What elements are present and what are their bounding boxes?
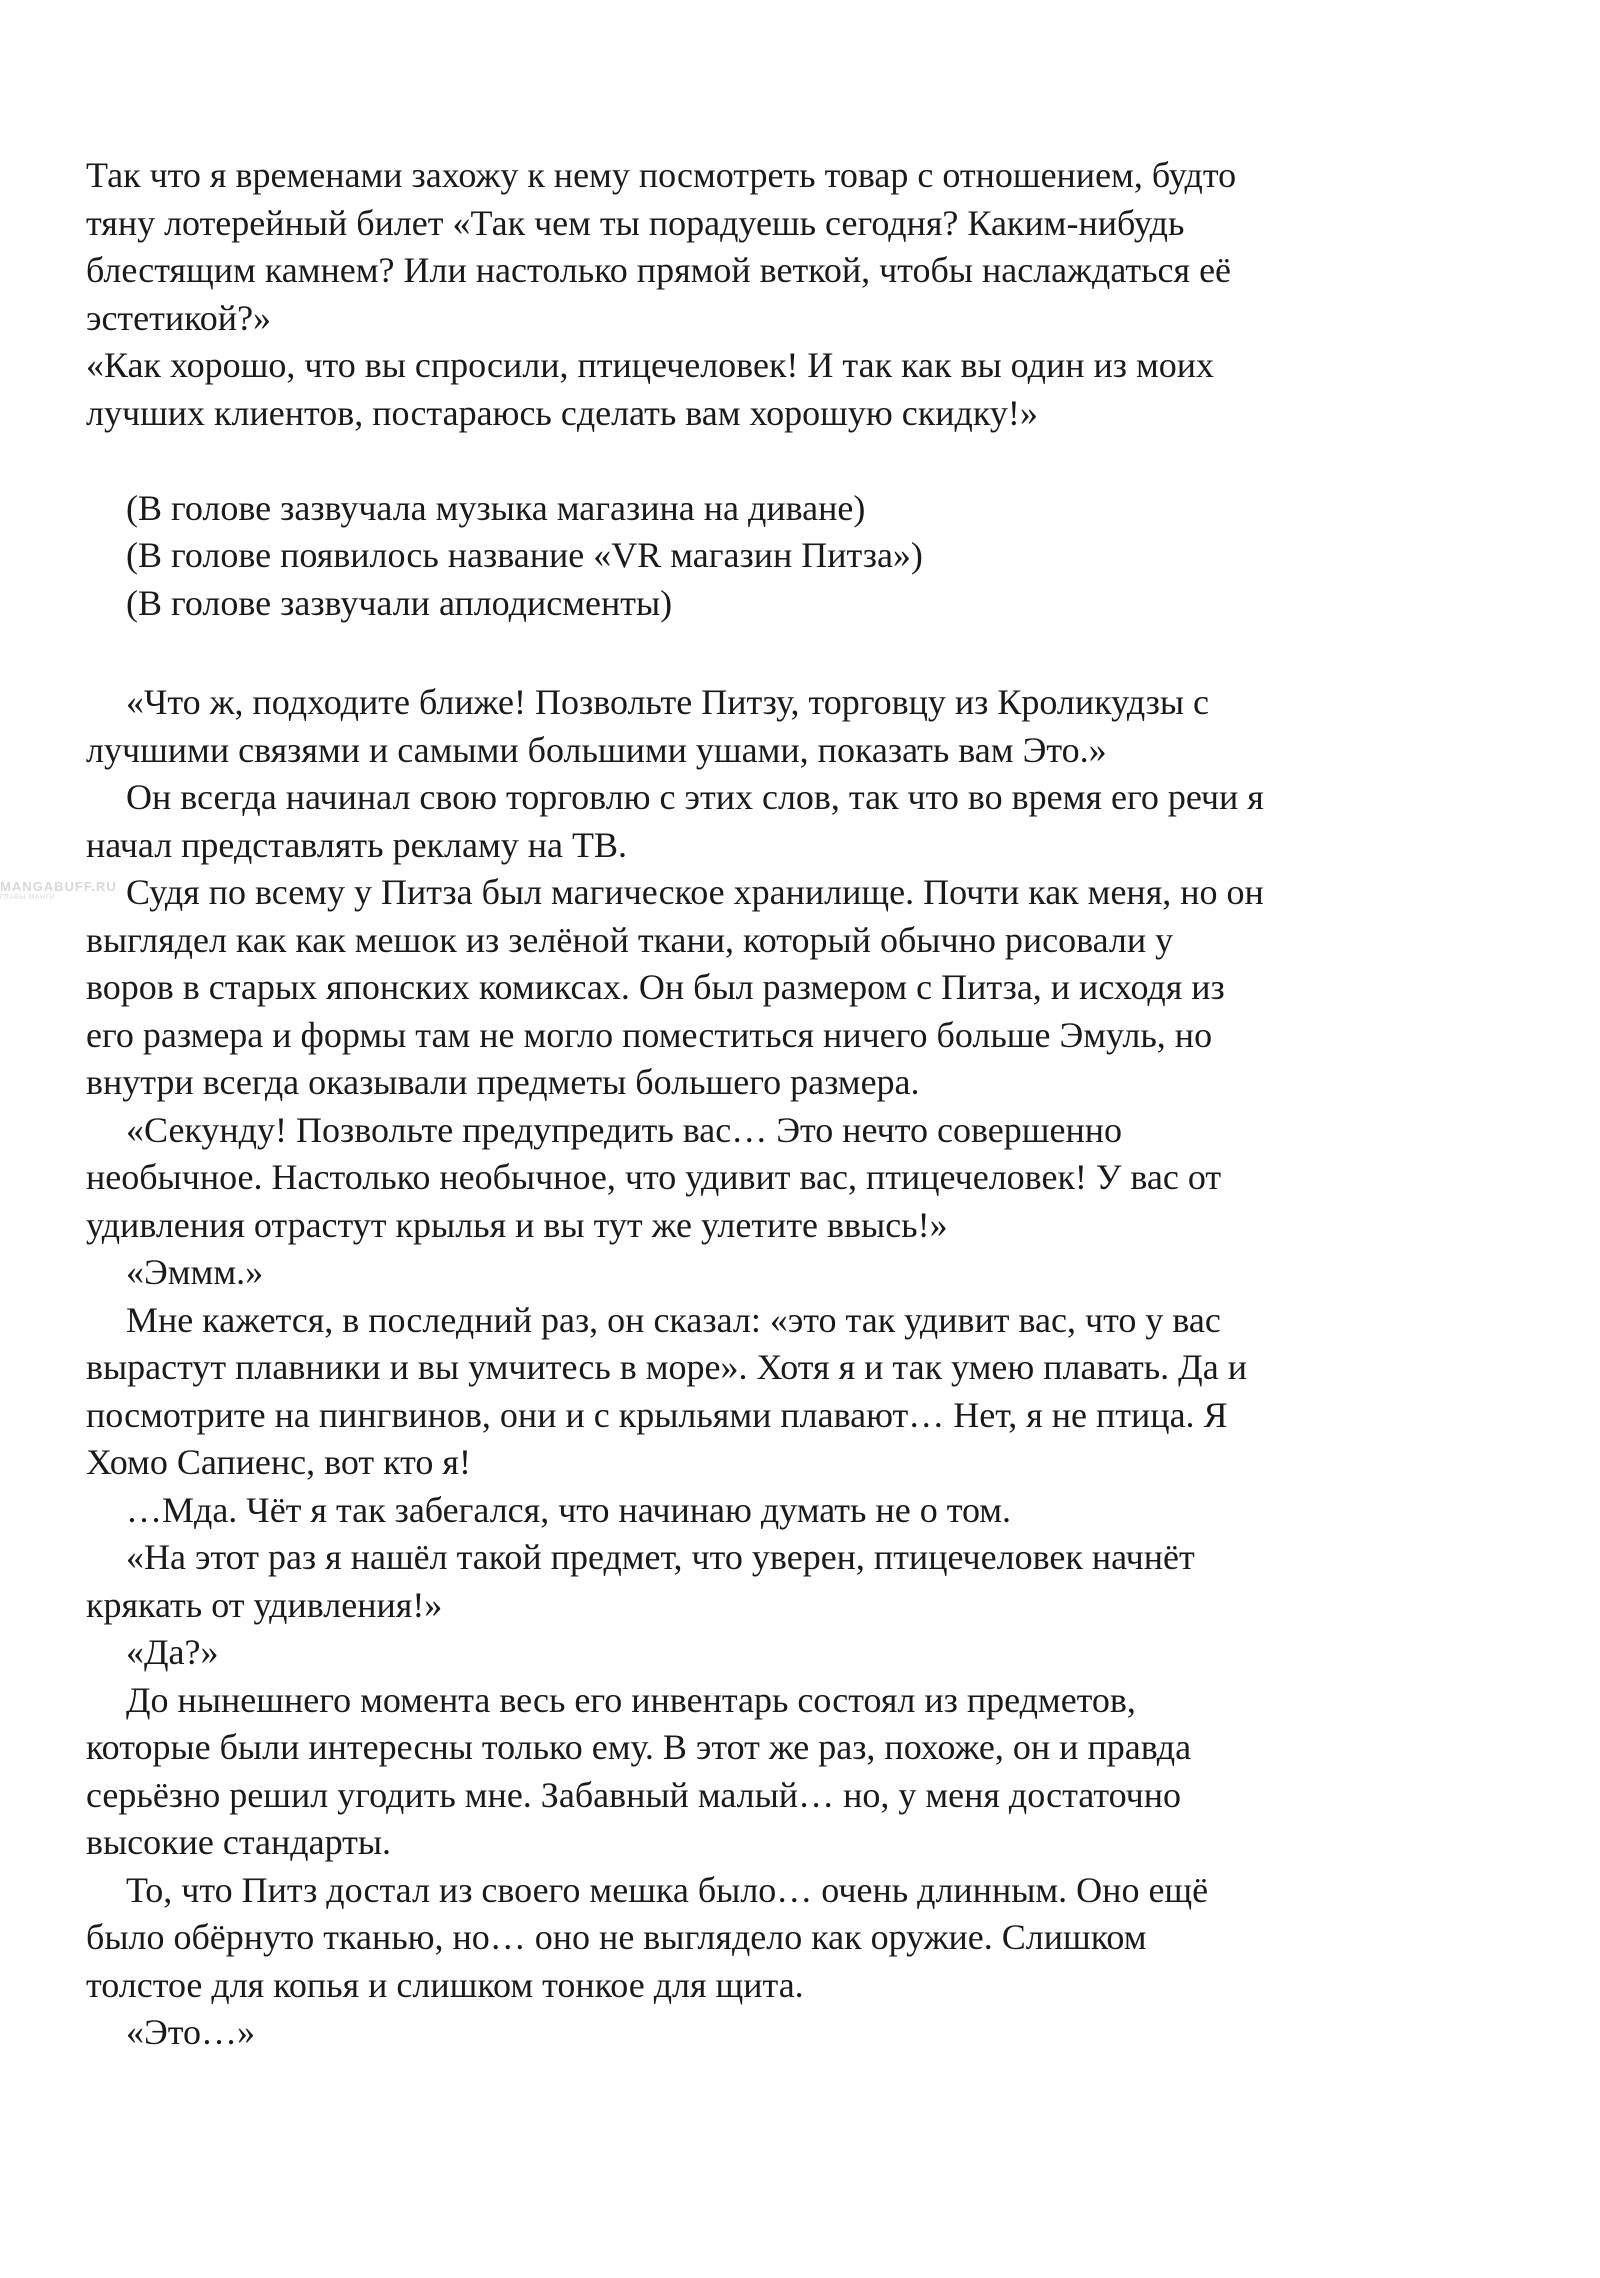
text-line: «Секунду! Позвольте предупредить вас… Это нечто совершенно	[126, 1109, 1122, 1150]
text-line: лучшими связями и самыми большими ушами, показать вам Это.»	[86, 729, 1107, 770]
text-line: было обёрнуто тканью, но… оно не выглядело как оружие. Слишком	[86, 1917, 1147, 1957]
text-line: воров в старых японских комиксах. Он был размером с Питза, и исходя из	[86, 967, 1225, 1007]
text-line: Мне кажется, в последний раз, он сказал: «это так удивит вас, что у вас	[126, 1299, 1221, 1340]
text-line: которые были интересны только ему. В этот же раз, похоже, он и правда	[86, 1727, 1192, 1767]
text-line: вырастут плавники и вы умчитесь в море». Хотя я и так умею плавать. Да и	[86, 1347, 1247, 1387]
text-line: (В голове зазвучала музыка магазина на диване)	[126, 487, 866, 528]
page-text	[86, 152, 1386, 2057]
watermark	[0, 879, 117, 902]
text-line: удивления отрастут крылья и вы тут же улетите ввысь!»	[86, 1204, 948, 1245]
text-line: посмотрите на пингвинов, они и с крыльями плавают… Нет, я не птица. Я	[86, 1394, 1228, 1435]
text-line: Хомо Сапиенс, вот кто я!	[86, 1442, 471, 1482]
text-line: блестящим камнем? Или настолько прямой веткой, чтобы наслаждаться её	[86, 250, 1232, 290]
text-line: начал представлять рекламу на ТВ.	[86, 824, 628, 865]
text-line: (В голове появилось название «VR магазин Питза»)	[126, 535, 923, 575]
text-line: …Мда. Чёт я так забегался, что начинаю думать не о том.	[126, 1489, 1012, 1530]
text-line: То, что Питз достал из своего мешка было… очень длинным. Оно ещё	[126, 1869, 1209, 1910]
text-line: (В голове зазвучали аплодисменты)	[126, 582, 673, 623]
text-line: серьёзно решил угодить мне. Забавный малый… но, у меня достаточно	[86, 1774, 1182, 1815]
text-line: эстетикой?»	[86, 297, 272, 338]
blank-line	[86, 437, 1386, 485]
text-line: тяну лотерейный билет «Так чем ты порадуешь сегодня? Каким-нибудь	[86, 202, 1185, 243]
text-line: «Это…»	[126, 2012, 256, 2052]
text-line: «Да?»	[126, 1632, 219, 1672]
text-line: внутри всегда оказывали предметы большего размера.	[86, 1062, 920, 1102]
text-line: толстое для копья и слишком тонкое для щита.	[86, 1964, 804, 2005]
text-line: До нынешнего момента весь его инвентарь состоял из предметов,	[126, 1679, 1136, 1720]
text-line: выглядел как как мешок из зелёной ткани, который обычно рисовали у	[86, 919, 1174, 960]
text-line: крякать от удивления!»	[86, 1584, 443, 1625]
text-line: «Эммм.»	[126, 1252, 264, 1292]
watermark-sub: ГЛАВЫ МАНГИ	[0, 894, 56, 902]
text-line: «На этот раз я нашёл такой предмет, что уверен, птицечеловек начнёт	[126, 1537, 1195, 1577]
text-line: его размера и формы там не могло поместиться ничего больше Эмуль, но	[86, 1014, 1213, 1055]
text-line: необычное. Настолько необычное, что удивит вас, птицечеловек! У вас от	[86, 1157, 1222, 1197]
text-line: «Как хорошо, что вы спросили, птицечеловек! И так как вы один из моих	[86, 345, 1215, 385]
text-line: высокие стандарты.	[86, 1822, 392, 1862]
text-line: Так что я временами захожу к нему посмотреть товар с отношением, будто	[86, 155, 1237, 195]
text-line: «Что ж, подходите ближе! Позвольте Питзу, торговцу из Кроликудзы с	[126, 682, 1209, 722]
blank-line	[86, 627, 1386, 679]
text-line: лучших клиентов, постараюсь сделать вам хорошую скидку!»	[86, 392, 1038, 433]
text-line: Он всегда начинал свою торговлю с этих слов, так что во время его речи я	[126, 777, 1264, 817]
watermark-main: MANGABUFF.RU	[0, 879, 117, 894]
text-line: Судя по всему у Питза был магическое хранилище. Почти как меня, но он	[126, 872, 1264, 912]
